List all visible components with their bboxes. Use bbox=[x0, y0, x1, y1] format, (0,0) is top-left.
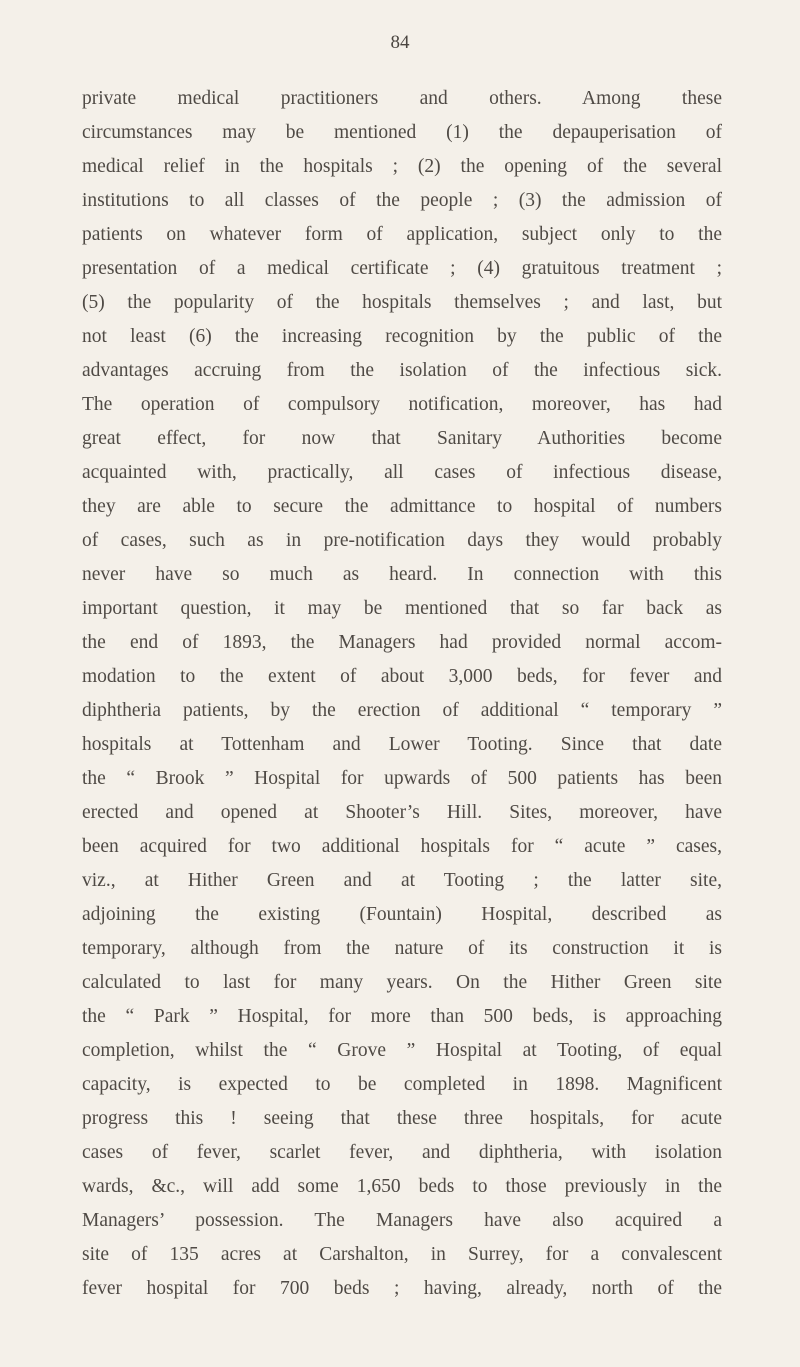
text-line: the end of 1893, the Managers had provided normal accom- bbox=[82, 632, 722, 653]
body-text bbox=[82, 82, 722, 1306]
text-line: fever hospital for 700 beds ; having, already, north of the bbox=[82, 1278, 722, 1299]
text-line: (5) the popularity of the hospitals themselves ; and last, but bbox=[82, 292, 722, 313]
text-line: modation to the extent of about 3,000 beds, for fever and bbox=[82, 666, 722, 687]
text-line: presentation of a medical certificate ; (4) gratuitous treatment ; bbox=[82, 258, 722, 279]
text-line: the “ Brook ” Hospital for upwards of 500 patients has been bbox=[82, 768, 722, 789]
text-line: circumstances may be mentioned (1) the depauperisation of bbox=[82, 122, 722, 143]
text-line: temporary, although from the nature of its construction it is bbox=[82, 938, 722, 959]
text-line: institutions to all classes of the people ; (3) the admission of bbox=[82, 190, 722, 211]
text-line: advantages accruing from the isolation of the infectious sick. bbox=[82, 360, 722, 381]
text-line: great effect, for now that Sanitary Authorities become bbox=[82, 428, 722, 449]
text-line: erected and opened at Shooter’s Hill. Sites, moreover, have bbox=[82, 802, 722, 823]
text-line: The operation of compulsory notification, moreover, has had bbox=[82, 394, 722, 415]
text-line: hospitals at Tottenham and Lower Tooting. Since that date bbox=[82, 734, 722, 755]
text-line: never have so much as heard. In connection with this bbox=[82, 564, 722, 585]
text-line: adjoining the existing (Fountain) Hospital, described as bbox=[82, 904, 722, 925]
text-line: wards, &c., will add some 1,650 beds to those previously in the bbox=[82, 1176, 722, 1197]
text-line: not least (6) the increasing recognition by the public of the bbox=[82, 326, 722, 347]
text-line: completion, whilst the “ Grove ” Hospital at Tooting, of equal bbox=[82, 1040, 722, 1061]
text-line: diphtheria patients, by the erection of additional “ temporary ” bbox=[82, 700, 722, 721]
text-line: cases of fever, scarlet fever, and diphtheria, with isolation bbox=[82, 1142, 722, 1163]
text-line: the “ Park ” Hospital, for more than 500 beds, is approaching bbox=[82, 1006, 722, 1027]
text-line: of cases, such as in pre-notification days they would probably bbox=[82, 530, 722, 551]
text-line: acquainted with, practically, all cases of infectious disease, bbox=[82, 462, 722, 483]
text-line: private medical practitioners and others. Among these bbox=[82, 88, 722, 109]
page-number: 84 bbox=[390, 32, 410, 53]
text-line: viz., at Hither Green and at Tooting ; the latter site, bbox=[82, 870, 722, 891]
text-line: medical relief in the hospitals ; (2) the opening of the several bbox=[82, 156, 722, 177]
text-line: Managers’ possession. The Managers have also acquired a bbox=[82, 1210, 722, 1231]
text-line: important question, it may be mentioned that so far back as bbox=[82, 598, 722, 619]
text-line: they are able to secure the admittance to hospital of numbers bbox=[82, 496, 722, 517]
text-line: progress this ! seeing that these three hospitals, for acute bbox=[82, 1108, 722, 1129]
text-line: patients on whatever form of application, subject only to the bbox=[82, 224, 722, 245]
text-line: capacity, is expected to be completed in 1898. Magnificent bbox=[82, 1074, 722, 1095]
text-line: site of 135 acres at Carshalton, in Surrey, for a convalescent bbox=[82, 1244, 722, 1265]
text-line: calculated to last for many years. On the Hither Green site bbox=[82, 972, 722, 993]
text-line: been acquired for two additional hospitals for “ acute ” cases, bbox=[82, 836, 722, 857]
